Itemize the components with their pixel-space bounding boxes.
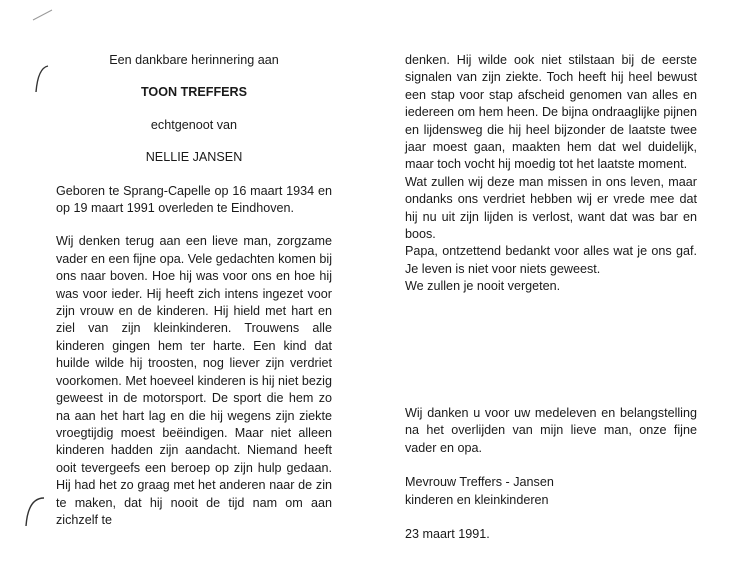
intro-line: Een dankbare herinnering aan — [109, 53, 279, 67]
card-date: 23 maart 1991. — [405, 527, 490, 542]
corner-bracket-mark-bottom — [22, 492, 46, 528]
spouse-name: NELLIE JANSEN — [145, 150, 243, 165]
right-column — [405, 52, 697, 296]
signoff-family: Mevrouw Treffers - Jansen — [405, 475, 554, 490]
memorial-text-right-2: Wat zullen wij deze man missen in ons leven, maar ondanks ons verdriet hebben wij er vrede mee dat hij nu uit zijn lijden is verlost, want dat was bar en boos. — [405, 174, 697, 242]
memorial-text-right-4: We zullen je nooit vergeten. — [405, 279, 561, 294]
left-column — [56, 52, 332, 529]
thanks-paragraph: Wij danken u voor uw medeleven en belangstelling na het overlijden van mijn lieve man, onze fijne vader en opa. — [405, 406, 697, 455]
memorial-text-right: denken. Hij wilde ook niet stilstaan bij de eerste signalen van zijn ziekte. Toch heeft hij heel bewust een stap voor stap afscheid genomen van alles en iedereen om hem heen. De bijna ondraaglijke pijnen en lijdensweg die hij heel bijzonder de laatste twee jaar moest gaan, maakten hem dat wel duidelijk, maar toch vocht hij moedig tot het laatste moment. — [405, 53, 697, 172]
signoff-descendants: kinderen en kleinkinderen — [405, 492, 549, 507]
memorial-text-left: Wij denken terug aan een lieve man, zorgzame vader en een fijne opa. Vele gedachten komen bij ons naar boven. Hoe hij was voor ons en hoe hij was voor ieder. Hij heeft zich intens ingezet voor zijn vrouw en de kinderen. Hij hield met hart en ziel van zijn kleinkinderen. Trouwens alle kinderen gingen hem ter harte. Een kind dat huilde wilde hij troosten, nog liever zijn verdriet voorkomen. Met hoeveel kinderen is hij niet bezig geweest in de motorsport. De sport die hem zo na aan het hart lag en die hij wegens zijn ziekte vroegtijdig moest beëindigen. Maar niet alleen kinderen hadden zijn aandacht. Niemand heeft ooit tevergeefs een beroep op zijn hulp gedaan. Hij had het zo graag met het anderen naar de zin te maken, dat hij nooit de tijd nam om aan zichzelf te — [56, 234, 332, 527]
closing-section — [405, 405, 697, 543]
spouse-label: echtgenoot van — [150, 117, 238, 132]
deceased-name: TOON TREFFERS — [140, 85, 248, 100]
corner-bracket-mark — [34, 64, 50, 94]
birth-death-paragraph: Geboren te Sprang-Capelle op 16 maart 1934 en op 19 maart 1991 overleden te Eindhoven. — [56, 183, 332, 216]
pencil-mark — [32, 8, 54, 22]
memorial-text-right-3: Papa, ontzettend bedankt voor alles wat je ons gaf. Je leven is niet voor niets geweest. — [405, 244, 697, 276]
